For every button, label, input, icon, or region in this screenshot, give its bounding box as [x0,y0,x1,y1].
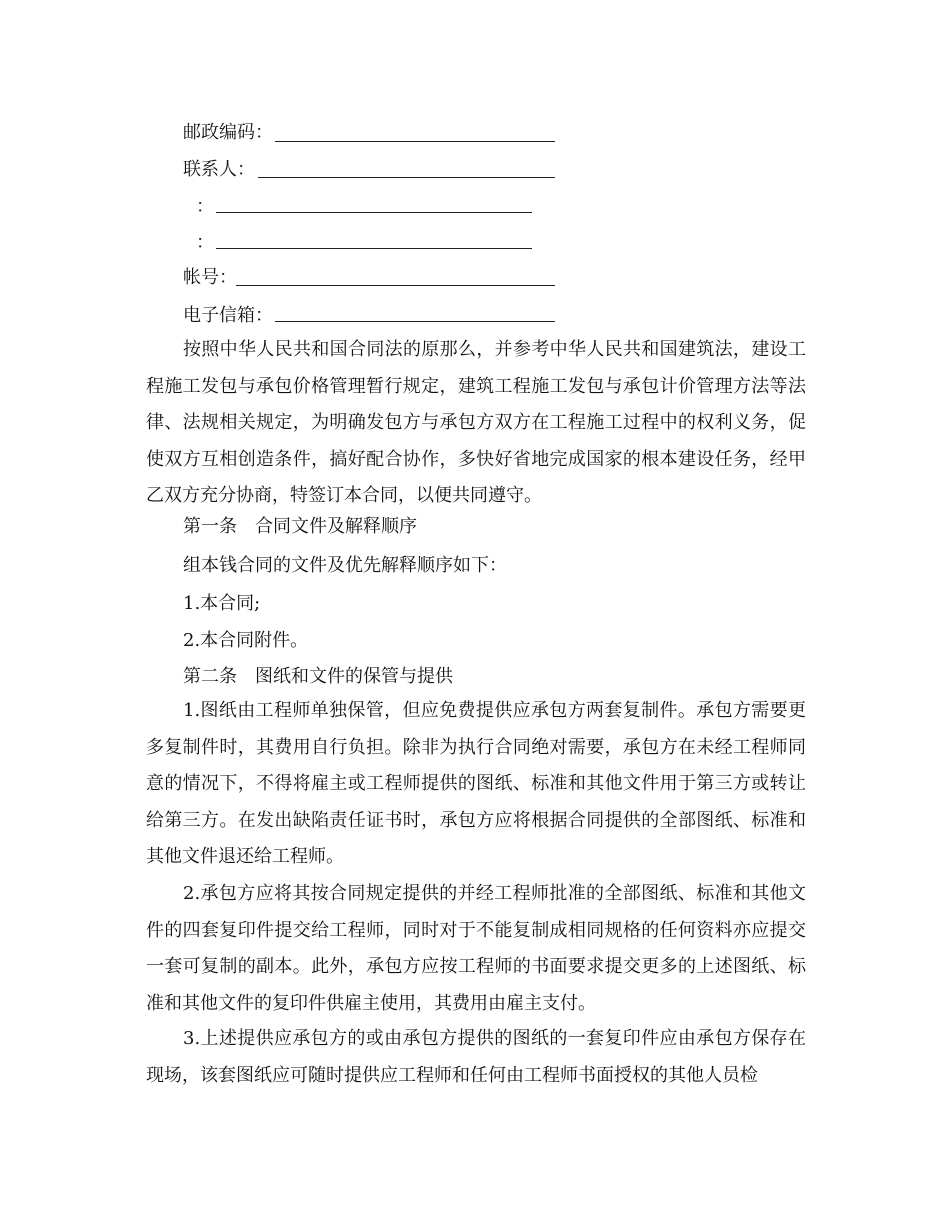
account-label: 帐号： [183,267,237,288]
article-1-heading: 第一条 合同文件及解释顺序 [183,516,417,537]
postal-code-label: 邮政编码： [183,122,273,143]
phone-label: ： [196,196,214,217]
article-2-paragraph-2: 2.承包方应将其按合同规定提供的并经工程师批准的全部图纸、标准和其他文件的四套复印件提交给工程师，同时对于不能复制成相同规格的任何资料亦应提交一套可复制的副本。此外，承包方应按工程师的书面要求提交更多的上述图纸、标准和其他文件的复印件供雇主使用，其费用由雇主支付。 [146,883,806,1014]
email-label: 电子信箱： [183,305,273,326]
contact-person-label: 联系人： [183,159,255,180]
phone-field[interactable] [216,212,532,213]
account-field[interactable] [236,285,555,286]
article-1-lead: 组本钱合同的文件及优先解释顺序如下： [183,555,507,576]
fax-field[interactable] [216,248,532,249]
postal-code-field[interactable] [275,141,555,142]
fax-label: ： [196,232,214,253]
article-2-paragraph-3: 3.上述提供应承包方的或由承包方提供的图纸的一套复印件应由承包方保存在现场，该套图纸应可随时提供应工程师和任何由工程师书面授权的其他人员检 [146,1028,806,1086]
article-2-paragraph-1: 1.图纸由工程师单独保管，但应免费提供应承包方两套复制件。承包方需要更多复制件时，其费用自行负担。除非为执行合同绝对需要，承包方在未经工程师同意的情况下，不得将雇主或工程师提供的图纸、标准和其他文件用于第三方或转让给第三方。在发出缺陷责任证书时，承包方应将根据合同提供的全部图纸、标准和其他文件退还给工程师。 [146,700,806,868]
article-2-heading: 第二条 图纸和文件的保管与提供 [183,666,453,687]
article-1-item: 2.本合同附件。 [183,630,309,651]
intro-paragraph: 按照中华人民共和国合同法的原那么，并参考中华人民共和国建筑法，建设工程施工发包与承包价格管理暂行规定，建筑工程施工发包与承包计价管理方法等法律、法规相关规定，为明确发包方与承包方双方在工程施工过程中的权利义务，促使双方互相创造条件，搞好配合协作，多快好省地完成国家的根本建设任务，经甲乙双方充分协商，特签订本合同，以便共同遵守。 [146,339,806,507]
contact-person-field[interactable] [258,177,555,178]
article-1-item: 1.本合同; [183,593,261,614]
email-field[interactable] [275,321,555,322]
